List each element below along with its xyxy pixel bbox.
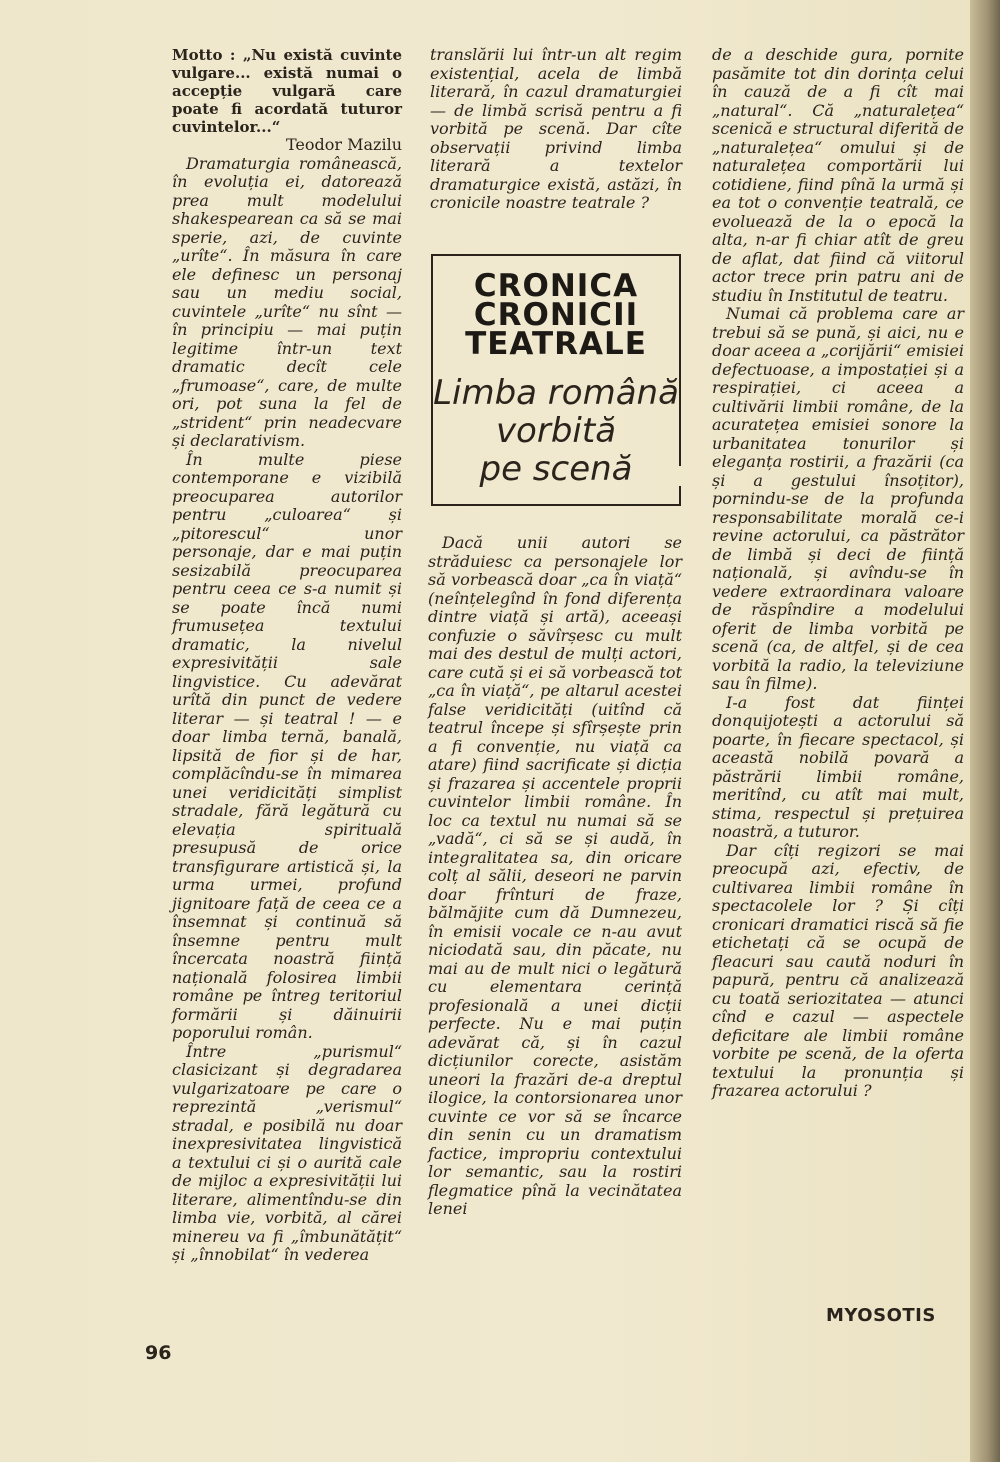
title-line: vorbită <box>495 411 617 451</box>
section-headline <box>433 268 679 362</box>
headline-line: TEATRALE <box>465 326 647 362</box>
paragraph: de a deschide gura, pornite pasămite tot din dorința celui în cauză de a fi cît mai „natural“. Că „naturalețea“ scenică e structural diferită de „naturalețea“ omului și de naturalețea comportării lui cotidiene, fiind pînă la urmă și ea tot o convenție teatrală, ce evoluează de la o epocă la alta, n-ar fi chiar atît de greu de aflat, dat fiind că viitorul actor trece prin patru ani de studiu în Institutul de teatru. <box>712 45 964 305</box>
title-box <box>431 254 679 506</box>
frame-segment <box>679 486 681 506</box>
article-title <box>433 374 679 488</box>
paragraph: Dacă unii autori se străduiesc ca personajele lor să vorbească doar „ca în viață“ (neînțelegînd în fond diferența dintre viață și artă), aceeași confuzie o săvîrșesc cu mult mai des destul de mulți actori, care cută și ei să vorbească tot „ca în viață“, pe altarul acestei false veridicități (uitînd că teatrul începe și sfîrșește prin a fi convenție, nu viață ca atare) fiind sacrificate și dicția și frazarea și accentele proprii cuvintelor limbii române. În loc ca textul nu numai să se „vadă“, ci să se și audă, în integralitatea sa, din oricare colț al sălii, deseori ne parvin doar frînturi de fraze, bălmăjite cum dă Dumnezeu, în emisii vocale ce n-au avut niciodată sau, din păcate, nu mai au de mult nici o legătură cu elementara cerință profesională a unei dicții perfecte. Nu e mai puțin adevărat că, și în cazul dicțiunilor corecte, asistăm uneori la frazări de-a dreptul ilogice, la contorsionarea unor cuvinte ce vor să se încarce din senin cu un dramatism factice, impropriu contextului lor semantic, sau la rostiri flegmatice pînă la vecinătatea lenei <box>428 533 682 1218</box>
column-3 <box>712 46 964 1101</box>
paragraph: Dar cîți regizori se mai preocupă azi, efectiv, de cultivarea limbii române în spectacolele lor ? Și cîți cronicari dramatici riscă să fie etichetați că se ocupă de fleacuri sau caută noduri în papură, pentru că analizează cu toată seriozitatea — atunci cînd e cazul — aspectele deficitare ale limbii române vorbite pe scenă, de la oferta textului la pronunția și frazarea actorului ? <box>712 840 964 1100</box>
page-edge <box>970 0 1000 1462</box>
column-2-lower <box>428 518 682 1235</box>
page-number: 96 <box>145 1342 172 1364</box>
column-1 <box>172 46 402 1265</box>
headline-line: CRONICII <box>473 297 639 333</box>
column-2-top <box>430 46 682 213</box>
motto-author: Teodor Mazilu <box>285 135 402 154</box>
title-line: pe scenă <box>479 449 633 489</box>
paragraph: Numai că problema care ar trebui să se pună, și aici, nu e doar aceea a „corijării“ emisiei defectuoase, a impostației și a respirației, ci aceea a cultivării limbii române, de la acuratețea emisiei sonore la urbanitatea tonurilor și eleganța rostirii, a frazării (ca și a gestului însoțitor), pornindu-se de la profunda responsabilitate morală ce-i revine actorului, ca păstrător de limbă și deci de ființă națională, și avîndu-se în vedere extraordinara valoare de răspîndire a modelului oferit de limba vorbită pe scenă (ca, de altfel, și de cea vorbită la radio, la televiziune sau în filme). <box>712 304 964 693</box>
author-signature: MYOSOTIS <box>826 1305 936 1326</box>
paragraph: I-a fost dat ființei donquijotești a actorului să poarte, în fiecare spectacol, și această nobilă povară a păstrării limbii române, meritînd, cu atît mai mult, stima, respectul și prețuirea noastră, a tuturor. <box>712 692 964 841</box>
paragraph: translării lui într-un alt regim existențial, acela de limbă literară, în cazul dramaturgiei — de limbă scrisă pentru a fi vorbită pe scenă. Dar cîte observații privind limba literară a textelor dramaturgice există, astăzi, în cronicile noastre teatrale ? <box>430 45 682 212</box>
title-line: Limba română <box>433 373 679 413</box>
paragraph: Între „purismul“ clasicizant și degradarea vulgarizatoare pe care o reprezintă „verismul“ stradal, e posibilă nu doar inexpresivitatea lingvistică a textului ci și o aurită cale de mijloc a expresivității lui literare, alimentîndu-se din limba vie, vorbită, al cărei minereu va fi „îmbunătățit“ și „înnobilat“ în vederea <box>172 1041 402 1264</box>
paragraph: Dramaturgia românească, în evoluția ei, datorează prea mult modelului shakespearean ca să se mai sperie, azi, de cuvinte „urîte“. În măsura în care ele definesc un personaj sau un mediu social, cuvintele „urîte“ nu sînt — în principiu — mai puțin legitime într-un text dramatic decît cele „frumoase“, care, de multe ori, pot suna la fel de „strident“ prin neadecvare și declarativism. <box>172 153 402 450</box>
paragraph: În multe piese contemporane e vizibilă preocuparea autorilor pentru „culoarea“ și „pitorescul“ unor personaje, dar e mai puțin sesizabilă preocuparea pentru ceea ce s-a numit și se poate încă numi frumusețea textului dramatic, la nivelul expresivității sale lingvistice. Cu adevărat urîtă din punct de vedere literar — și teatral ! — e doar limba ternă, banală, lipsită de fior și de har, complăcîndu-se în mimarea unei veridicități simplist stradale, fără legătură cu elevația spirituală presupusă de orice transfigurare artistică și, la urma urmei, profund jignitoare față de ceea ce a însemnat și continuă să însemne pentru mult încercata noastră ființă națională folosirea limbii române pe întreg teritoriul formării și dăinuirii poporului român. <box>172 449 402 1042</box>
motto: Motto : „Nu există cuvinte vulgare... există numai o accepție vulgară care poate fi acordată tuturor cuvintelor...“ <box>172 46 402 136</box>
headline-line: CRONICA <box>473 268 639 304</box>
